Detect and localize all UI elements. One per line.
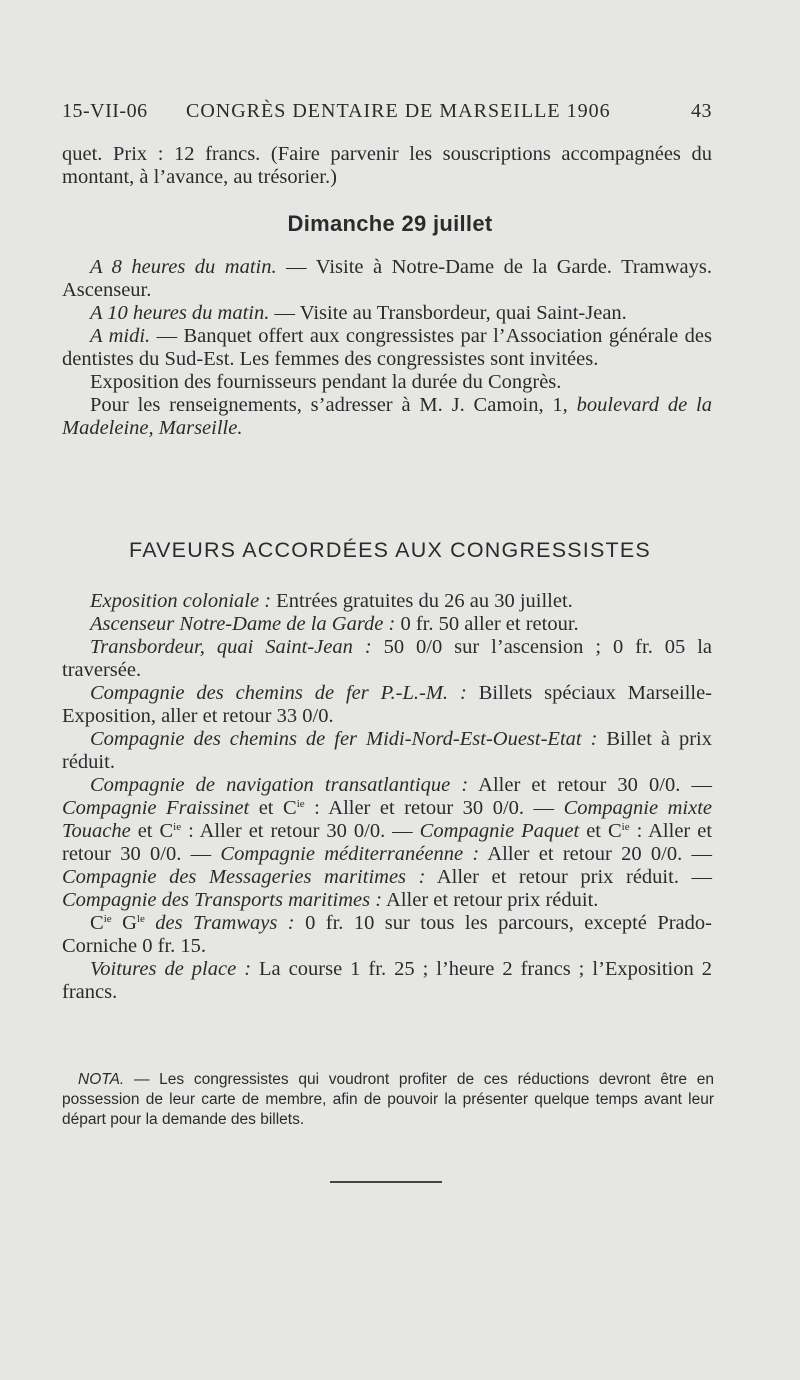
program-address: boulevard de la Madeleine, Marseille.: [62, 394, 712, 439]
program-item: [62, 394, 712, 440]
favor-text: et C: [130, 820, 174, 842]
favor-title: Compagnie des chemins de fer Midi-Nord-Est-Ouest-Etat :: [90, 728, 598, 750]
intro-paragraph: quet. Prix : 12 francs. (Faire parvenir les souscriptions accompagnées du montant, à l’avance, au trésorier.): [62, 143, 712, 188]
end-rule: [330, 1181, 442, 1183]
page-number: 43: [691, 100, 712, 122]
favor-text: 0 fr. 10 sur tous les parcours, excepté Prado-Corniche 0 fr. 15.: [62, 912, 712, 957]
favor-text: Aller et retour prix réduit. —: [425, 866, 713, 888]
favor-item: [62, 728, 712, 774]
favor-text: : Aller et retour 30 0/0. —: [181, 820, 420, 842]
favor-text: et C: [249, 797, 297, 819]
favor-title: Voitures de place :: [90, 958, 252, 980]
favor-text: et C: [579, 820, 622, 842]
program-time: A 10 heures du matin.: [90, 302, 270, 324]
favor-text: 0 fr. 50 aller et retour.: [395, 613, 579, 635]
favor-title: des Tramways :: [144, 912, 295, 934]
favor-text: C: [90, 912, 104, 934]
nota-paragraph: [62, 1070, 714, 1130]
header-date: 15-VII-06: [62, 100, 148, 122]
favor-title: Compagnie des chemins de fer P.-L.-M. :: [90, 682, 467, 704]
favor-text: Aller et retour 30 0/0. —: [468, 774, 712, 796]
section-heading-dimanche: Dimanche 29 juillet: [287, 211, 493, 236]
running-title: CONGRÈS DENTAIRE DE MARSEILLE 1906: [186, 100, 611, 122]
favor-text: : Aller et retour 30 0/0. —: [62, 820, 713, 865]
faveurs-list: [62, 590, 712, 1004]
favor-item: [62, 958, 712, 1004]
program-time: A midi.: [90, 325, 151, 347]
program-text: — Banquet offert aux congressistes par l’Association générale des dentistes du Sud-Est. Les femmes des congressistes sont invitées.: [62, 325, 712, 370]
favor-title: Compagnie méditerranéenne :: [220, 843, 480, 865]
favor-text: La course 1 fr. 25 ; l’heure 2 francs ; l’Exposition 2 francs.: [62, 958, 712, 1003]
favor-title: Compagnie mixte Touache: [62, 797, 712, 842]
program-text: — Visite au Transbordeur, quai Saint-Jean.: [269, 302, 627, 324]
nota-text: — Les congressistes qui voudront profiter de ces réductions devront être en possession de leur carte de membre, afin de pouvoir la présenter quelque temps avant leur départ pour la demande des billets.: [62, 1071, 714, 1128]
program-item: [62, 371, 712, 394]
favor-text: Entrées gratuites du 26 au 30 juillet.: [271, 590, 573, 612]
favor-item-shipping: [62, 774, 712, 912]
favor-item: [62, 912, 712, 958]
favor-text: Aller et retour 20 0/0. —: [479, 843, 712, 865]
superscript: ie: [173, 821, 182, 833]
favor-title: Exposition coloniale :: [90, 590, 272, 612]
favor-text: 50 0/0 sur l’ascension ; 0 fr. 05 la traversée.: [62, 636, 713, 681]
favor-text: Billet à prix réduit.: [62, 728, 712, 773]
favor-title: Transbordeur, quai Saint-Jean :: [90, 636, 372, 658]
favor-item: [62, 613, 712, 636]
favor-text: Aller et retour prix réduit.: [382, 889, 599, 911]
program-text: — Visite à Notre-Dame de la Garde. Tramways. Ascenseur.: [62, 256, 712, 301]
superscript: ie: [103, 913, 112, 925]
superscript: ie: [296, 798, 305, 810]
nota-label: NOTA.: [78, 1071, 125, 1088]
program-text: Pour les renseignements, s’adresser à M. J. Camoin, 1,: [90, 394, 577, 416]
favor-item: [62, 682, 712, 728]
program-item: [62, 256, 712, 302]
favor-item: [62, 590, 712, 613]
intro-block: [62, 143, 712, 189]
favor-item: [62, 636, 712, 682]
favor-title: Ascenseur Notre-Dame de la Garde :: [90, 613, 396, 635]
program-time: A 8 heures du matin.: [90, 256, 277, 278]
favor-text: : Aller et retour 30 0/0. —: [304, 797, 564, 819]
favor-text: G: [111, 912, 137, 934]
superscript: le: [136, 913, 145, 925]
favor-title: Compagnie des Messageries maritimes :: [62, 866, 426, 888]
favor-text: Billets spéciaux Marseille-Exposition, aller et retour 33 0/0.: [62, 682, 713, 727]
section-heading-faveurs: FAVEURS ACCORDÉES AUX CONGRESSISTES: [129, 538, 651, 562]
program-text: Exposition des fournisseurs pendant la durée du Congrès.: [90, 371, 562, 393]
favor-title: Compagnie Paquet: [419, 820, 580, 842]
dimanche-program: [62, 256, 712, 440]
superscript: ie: [621, 821, 630, 833]
program-item: [62, 302, 712, 325]
program-item: [62, 325, 712, 371]
favor-title: Compagnie des Transports maritimes :: [62, 889, 383, 911]
nota-footnote: [62, 1070, 714, 1130]
favor-title: Compagnie de navigation transatlantique :: [90, 774, 469, 796]
favor-title: Compagnie Fraissinet: [62, 797, 250, 819]
